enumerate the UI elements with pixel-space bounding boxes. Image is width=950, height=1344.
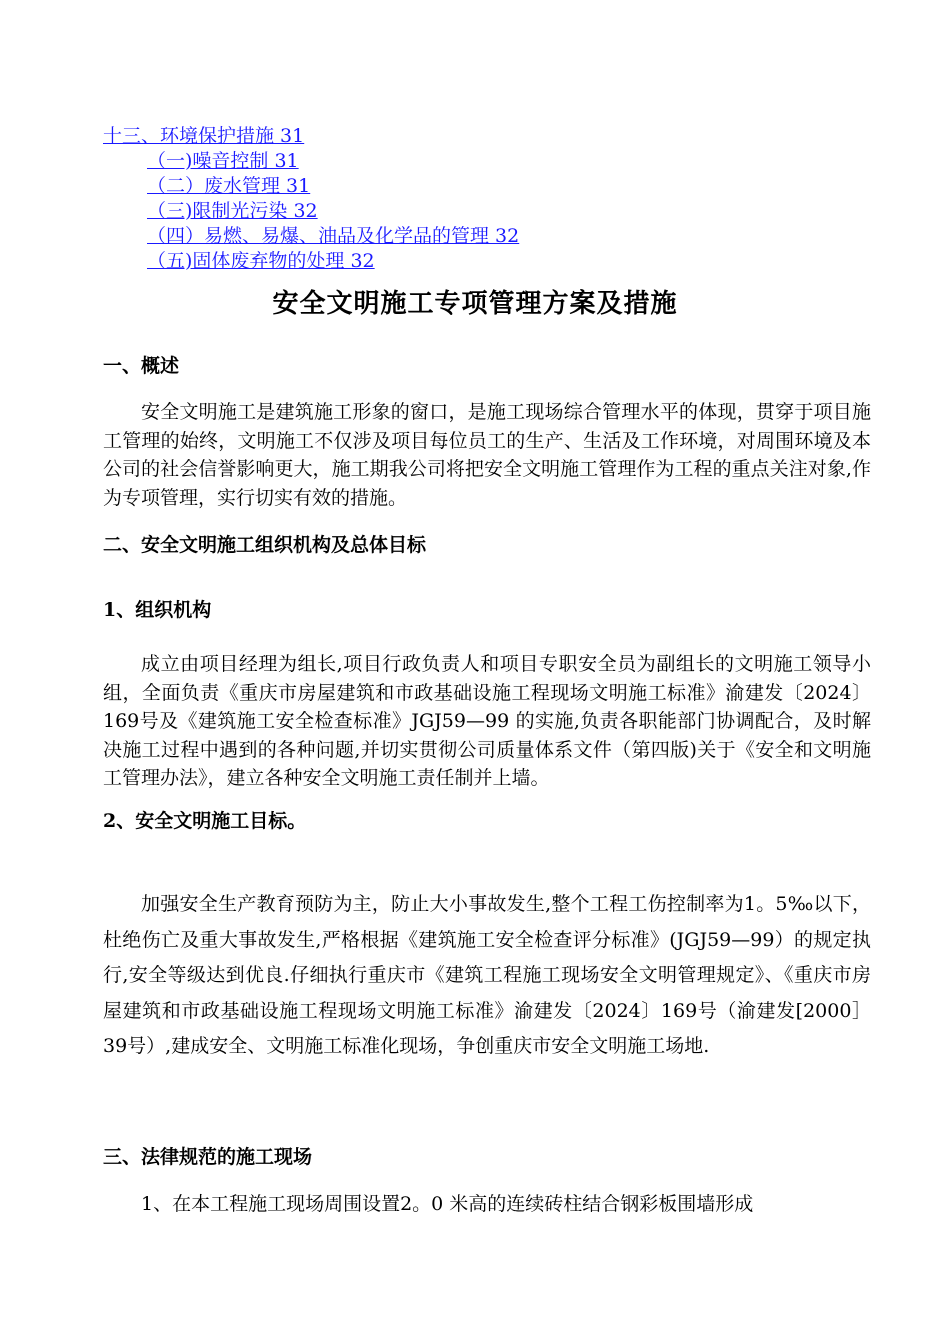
paragraph-goals: 加强安全生产教育预防为主，防止大小事故发生,整个工程工伤控制率为1。5‰以下，杜绝伤亡及重大事故发生,严格根据《建筑施工安全检查评分标准》(JGJ59—99）的规定执行,安全等级达到优良.仔细执行重庆市《建筑工程施工现场安全文明管理规定》、《重庆市房屋建筑和市政基础设施工程现场文明施工标准》渝建发〔2024〕169号（渝建发[2000］39号）,建成安全、文明施工标准化现场，争创重庆市安全文明施工场地. bbox=[103, 893, 871, 1057]
toc-link-environment[interactable]: 十三、环境保护措施 31 bbox=[103, 125, 305, 147]
paragraph-overview: 安全文明施工是建筑施工形象的窗口，是施工现场综合管理水平的体现，贯穿于项目施工管理的始终，文明施工不仅涉及项目每位员工的生产、生活及工作环境，对周围环境及本公司的社会信誉影响更大，施工期我公司将把安全文明施工管理作为工程的重点关注对象,作为专项管理，实行切实有效的措施。 bbox=[103, 401, 871, 509]
section-heading-overview: 一、概述 bbox=[103, 355, 180, 377]
table-of-contents bbox=[103, 124, 863, 274]
subsection-heading-goals: 2、安全文明施工目标。 bbox=[103, 810, 307, 832]
toc-link-noise-control[interactable]: （一)噪音控制 31 bbox=[147, 150, 299, 172]
paragraph-site: 1、在本工程施工现场周围设置2。0 米高的连续砖柱结合钢彩板围墙形成 bbox=[141, 1193, 754, 1215]
toc-link-light-pollution[interactable]: （三)限制光污染 32 bbox=[147, 200, 318, 222]
section-heading-organization-goals: 二、安全文明施工组织机构及总体目标 bbox=[103, 534, 427, 556]
toc-link-solid-waste[interactable]: （五)固体废弃物的处理 32 bbox=[147, 250, 375, 272]
subsection-heading-organization: 1、组织机构 bbox=[103, 599, 212, 621]
section-heading-site: 三、法律规范的施工现场 bbox=[103, 1146, 313, 1168]
document-title: 安全文明施工专项管理方案及措施 bbox=[272, 289, 678, 319]
toc-link-flammables[interactable]: （四）易燃、易爆、油品及化学品的管理 32 bbox=[147, 225, 520, 247]
paragraph-organization: 成立由项目经理为组长,项目行政负责人和项目专职安全员为副组长的文明施工领导小组，全面负责《重庆市房屋建筑和市政基础设施工程现场文明施工标准》渝建发〔2024〕169号及《建筑施工安全检查标准》JGJ59—99 的实施,负责各职能部门协调配合，及时解决施工过程中遇到的各种问题,并切实贯彻公司质量体系文件（第四版)关于《安全和文明施工管理办法》，建立各种安全文明施工责任制并上墙。 bbox=[103, 653, 871, 789]
toc-link-wastewater[interactable]: （二）废水管理 31 bbox=[147, 175, 311, 197]
